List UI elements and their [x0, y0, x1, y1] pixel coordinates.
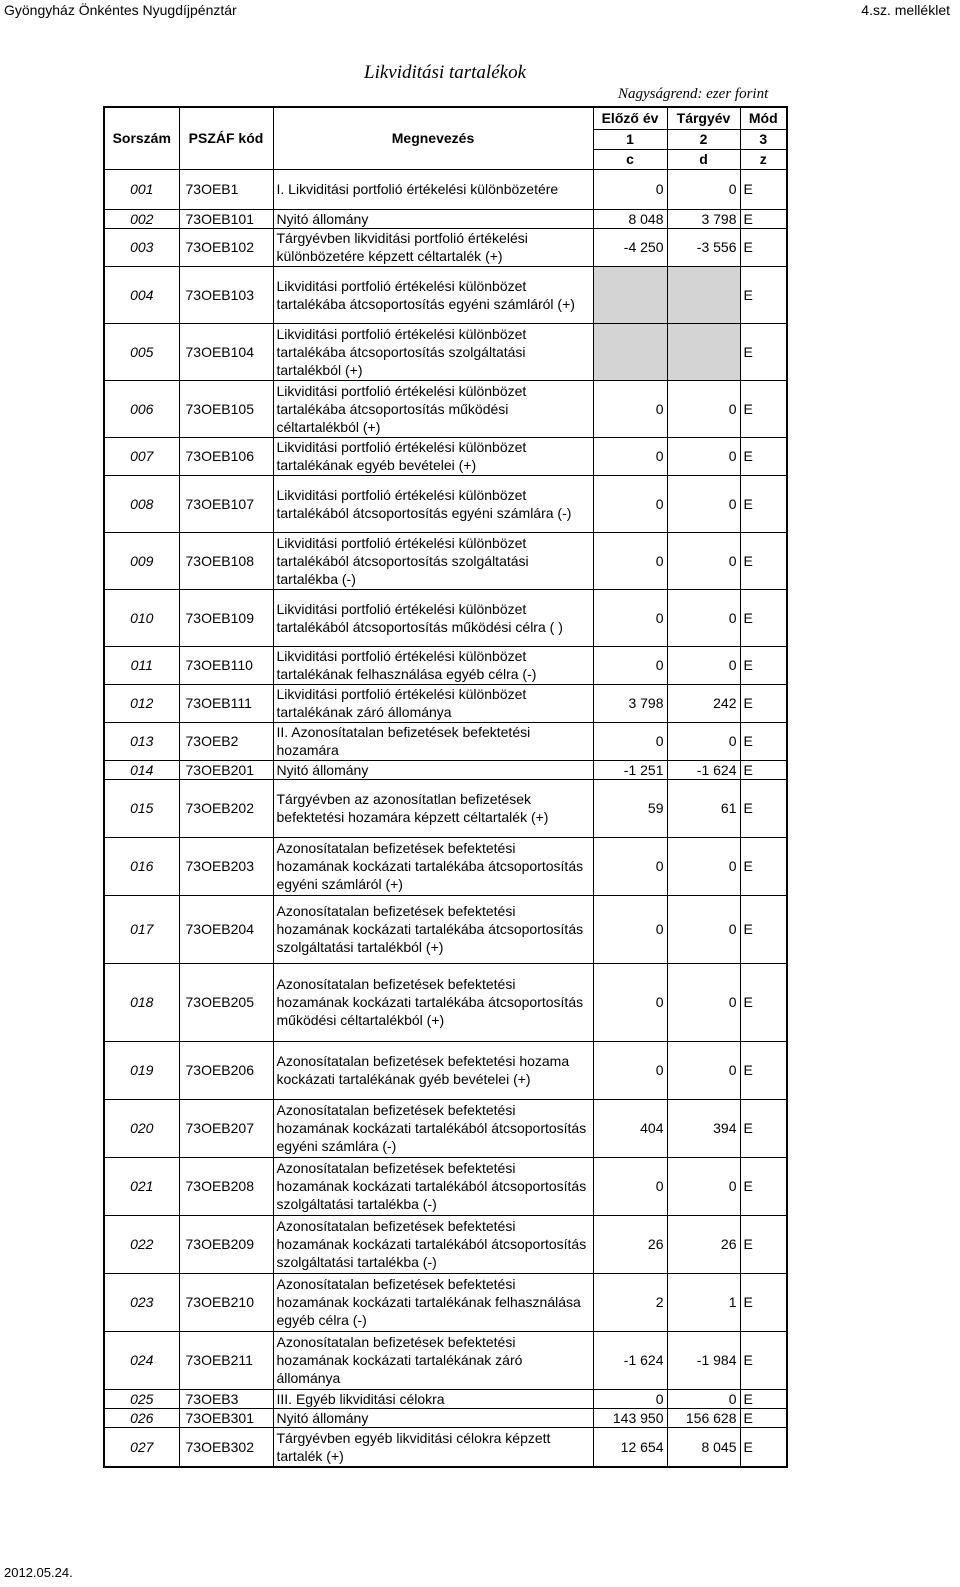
row-description: Azonosítatalan befizetések befektetési hozamának kockázati tartalékának felhasználása egyéb célra (-)	[273, 1273, 593, 1331]
row-description: Azonosítatalan befizetések befektetési hozamának kockázati tartalékába átcsoportosítás működési céltartalékból (+)	[273, 963, 593, 1041]
table-row	[104, 323, 787, 380]
row-description: Tárgyévben az azonosítatlan befizetések befektetési hozamára képzett céltartalék (+)	[273, 779, 593, 837]
mode-value: E	[740, 779, 787, 837]
pszaf-code: 73OEB205	[179, 963, 273, 1041]
current-year-value: 1	[667, 1273, 740, 1331]
mode-value: E	[740, 1099, 787, 1157]
row-description: Likviditási portfolió értékelési különbözet tartalékába átcsoportosítás szolgáltatási tartalékból (+)	[273, 323, 593, 380]
previous-year-value: -1 624	[593, 1331, 667, 1389]
previous-year-value: 59	[593, 779, 667, 837]
current-year-value: 0	[667, 646, 740, 684]
header-pszaf-kod: PSZÁF kód	[179, 107, 273, 169]
header-targyev: Tárgyév	[667, 107, 740, 129]
pszaf-code: 73OEB211	[179, 1331, 273, 1389]
pszaf-code: 73OEB1	[179, 169, 273, 209]
mode-value: E	[740, 1273, 787, 1331]
table-row	[104, 1099, 787, 1157]
mode-value: E	[740, 646, 787, 684]
table-row	[104, 1427, 787, 1467]
current-year-value: 3 798	[667, 209, 740, 228]
row-number: 013	[104, 722, 179, 760]
previous-year-value: 0	[593, 1389, 667, 1408]
header-letter-d: d	[667, 149, 740, 169]
table-row	[104, 437, 787, 475]
current-year-value	[667, 323, 740, 380]
table-row	[104, 475, 787, 532]
pszaf-code: 73OEB208	[179, 1157, 273, 1215]
previous-year-value: 0	[593, 380, 667, 437]
pszaf-code: 73OEB111	[179, 684, 273, 722]
mode-value: E	[740, 532, 787, 589]
row-number: 001	[104, 169, 179, 209]
pszaf-code: 73OEB202	[179, 779, 273, 837]
table-row	[104, 228, 787, 266]
mode-value: E	[740, 228, 787, 266]
row-description: Nyitó állomány	[273, 1408, 593, 1427]
mode-value: E	[740, 1408, 787, 1427]
mode-value: E	[740, 475, 787, 532]
previous-year-value: 0	[593, 1041, 667, 1099]
header-mod: Mód	[740, 107, 787, 129]
current-year-value: 0	[667, 475, 740, 532]
pszaf-code: 73OEB203	[179, 837, 273, 895]
fund-name: Gyöngyház Önkéntes Nyugdíjpénztár	[4, 2, 237, 18]
current-year-value: 156 628	[667, 1408, 740, 1427]
mode-value: E	[740, 760, 787, 779]
table-row	[104, 722, 787, 760]
row-description: Likviditási portfolió értékelési különbözet tartalékából átcsoportosítás szolgáltatási tartalékba (-)	[273, 532, 593, 589]
table-row	[104, 760, 787, 779]
row-description: Likviditási portfolió értékelési különbözet tartalékába átcsoportosítás működési céltartalékból (+)	[273, 380, 593, 437]
row-number: 010	[104, 589, 179, 646]
pszaf-code: 73OEB206	[179, 1041, 273, 1099]
table-row	[104, 209, 787, 228]
header-megnevezes: Megnevezés	[273, 107, 593, 169]
table-row	[104, 380, 787, 437]
row-description: Nyitó állomány	[273, 760, 593, 779]
row-number: 017	[104, 895, 179, 963]
table-row	[104, 169, 787, 209]
unit-note: Nagyságrend: ezer forint	[618, 86, 769, 102]
mode-value: E	[740, 380, 787, 437]
previous-year-value: 0	[593, 437, 667, 475]
pszaf-code: 73OEB2	[179, 722, 273, 760]
previous-year-value: 0	[593, 1157, 667, 1215]
row-description: Azonosítatalan befizetések befektetési hozamának kockázati tartalékából átcsoportosítás egyéni számlára (-)	[273, 1099, 593, 1157]
header-letter-z: z	[740, 149, 787, 169]
pszaf-code: 73OEB101	[179, 209, 273, 228]
row-description: Likviditási portfolió értékelési különbözet tartalékából átcsoportosítás működési célra ( )	[273, 589, 593, 646]
current-year-value: 0	[667, 589, 740, 646]
current-year-value: 242	[667, 684, 740, 722]
current-year-value: 0	[667, 380, 740, 437]
table-row	[104, 589, 787, 646]
mode-value: E	[740, 837, 787, 895]
row-description: I. Likviditási portfolió értékelési különbözetére	[273, 169, 593, 209]
mode-value: E	[740, 684, 787, 722]
pszaf-code: 73OEB108	[179, 532, 273, 589]
previous-year-value	[593, 266, 667, 323]
previous-year-value: 0	[593, 837, 667, 895]
pszaf-code: 73OEB107	[179, 475, 273, 532]
row-description: Azonosítatalan befizetések befektetési hozamának kockázati tartalékából átcsoportosítás szolgáltatási tartalékba (-)	[273, 1157, 593, 1215]
mode-value: E	[740, 589, 787, 646]
mode-value: E	[740, 1389, 787, 1408]
current-year-value: 0	[667, 1041, 740, 1099]
table-row	[104, 684, 787, 722]
table-body	[104, 169, 787, 1467]
pszaf-code: 73OEB3	[179, 1389, 273, 1408]
header-sorszam: Sorszám	[104, 107, 179, 169]
mode-value: E	[740, 722, 787, 760]
row-number: 027	[104, 1427, 179, 1467]
row-number: 021	[104, 1157, 179, 1215]
row-number: 008	[104, 475, 179, 532]
current-year-value: 61	[667, 779, 740, 837]
pszaf-code: 73OEB102	[179, 228, 273, 266]
current-year-value: -1 624	[667, 760, 740, 779]
row-number: 019	[104, 1041, 179, 1099]
page-title: Likviditási tartalékok	[364, 62, 527, 83]
row-number: 026	[104, 1408, 179, 1427]
row-number: 015	[104, 779, 179, 837]
row-description: II. Azonosítatalan befizetések befektetési hozamára	[273, 722, 593, 760]
mode-value: E	[740, 895, 787, 963]
row-number: 016	[104, 837, 179, 895]
mode-value: E	[740, 1427, 787, 1467]
header-letter-c: c	[593, 149, 667, 169]
row-description: III. Egyéb likviditási célokra	[273, 1389, 593, 1408]
row-number: 023	[104, 1273, 179, 1331]
previous-year-value: -4 250	[593, 228, 667, 266]
table-row	[104, 1157, 787, 1215]
pszaf-code: 73OEB302	[179, 1427, 273, 1467]
row-number: 011	[104, 646, 179, 684]
mode-value: E	[740, 1331, 787, 1389]
table-row	[104, 1215, 787, 1273]
footer-date: 2012.05.24.	[4, 1565, 73, 1580]
row-number: 020	[104, 1099, 179, 1157]
row-description: Tárgyévben egyéb likviditási célokra képzett tartalék (+)	[273, 1427, 593, 1467]
mode-value: E	[740, 209, 787, 228]
table-row	[104, 895, 787, 963]
row-description: Azonosítatalan befizetések befektetési hozamának kockázati tartalékának záró állománya	[273, 1331, 593, 1389]
mode-value: E	[740, 266, 787, 323]
row-number: 025	[104, 1389, 179, 1408]
previous-year-value	[593, 323, 667, 380]
previous-year-value: 0	[593, 532, 667, 589]
row-number: 024	[104, 1331, 179, 1389]
current-year-value: 0	[667, 169, 740, 209]
table-row	[104, 1273, 787, 1331]
pszaf-code: 73OEB106	[179, 437, 273, 475]
row-description: Azonosítatalan befizetések befektetési hozamának kockázati tartalékába átcsoportosítás egyéni számláról (+)	[273, 837, 593, 895]
header-num-2: 2	[667, 129, 740, 149]
pszaf-code: 73OEB204	[179, 895, 273, 963]
previous-year-value: 0	[593, 722, 667, 760]
mode-value: E	[740, 169, 787, 209]
mode-value: E	[740, 323, 787, 380]
row-number: 018	[104, 963, 179, 1041]
pszaf-code: 73OEB110	[179, 646, 273, 684]
current-year-value: 0	[667, 437, 740, 475]
previous-year-value: 0	[593, 169, 667, 209]
previous-year-value: 143 950	[593, 1408, 667, 1427]
table-row	[104, 779, 787, 837]
current-year-value: 0	[667, 963, 740, 1041]
pszaf-code: 73OEB210	[179, 1273, 273, 1331]
current-year-value: 0	[667, 1389, 740, 1408]
row-number: 002	[104, 209, 179, 228]
current-year-value: 0	[667, 722, 740, 760]
pszaf-code: 73OEB301	[179, 1408, 273, 1427]
previous-year-value: 0	[593, 475, 667, 532]
row-number: 005	[104, 323, 179, 380]
row-number: 014	[104, 760, 179, 779]
row-number: 006	[104, 380, 179, 437]
liquidity-reserves-table	[103, 106, 788, 1468]
previous-year-value: 12 654	[593, 1427, 667, 1467]
table-row	[104, 837, 787, 895]
previous-year-value: -1 251	[593, 760, 667, 779]
row-number: 004	[104, 266, 179, 323]
pszaf-code: 73OEB105	[179, 380, 273, 437]
pszaf-code: 73OEB109	[179, 589, 273, 646]
mode-value: E	[740, 437, 787, 475]
mode-value: E	[740, 1215, 787, 1273]
current-year-value: 0	[667, 895, 740, 963]
header-elozo-ev: Előző év	[593, 107, 667, 129]
current-year-value: 0	[667, 1157, 740, 1215]
pszaf-code: 73OEB103	[179, 266, 273, 323]
row-description: Likviditási portfolió értékelési különbözet tartalékából átcsoportosítás egyéni számlára (-)	[273, 475, 593, 532]
previous-year-value: 8 048	[593, 209, 667, 228]
row-description: Likviditási portfolió értékelési különbözet tartalékának egyéb bevételei (+)	[273, 437, 593, 475]
table-row	[104, 1389, 787, 1408]
row-description: Nyitó állomány	[273, 209, 593, 228]
previous-year-value: 0	[593, 646, 667, 684]
table-row	[104, 266, 787, 323]
current-year-value: 8 045	[667, 1427, 740, 1467]
table-row	[104, 1041, 787, 1099]
current-year-value: 0	[667, 532, 740, 589]
row-description: Azonosítatalan befizetések befektetési hozama kockázati tartalékának gyéb bevételei (+)	[273, 1041, 593, 1099]
table-row	[104, 1331, 787, 1389]
row-description: Azonosítatalan befizetések befektetési hozamának kockázati tartalékából átcsoportosítás szolgáltatási tartalékba (-)	[273, 1215, 593, 1273]
previous-year-value: 3 798	[593, 684, 667, 722]
row-number: 003	[104, 228, 179, 266]
current-year-value: -1 984	[667, 1331, 740, 1389]
current-year-value: 0	[667, 837, 740, 895]
row-number: 022	[104, 1215, 179, 1273]
row-description: Azonosítatalan befizetések befektetési hozamának kockázati tartalékába átcsoportosítás szolgáltatási tartalékból (+)	[273, 895, 593, 963]
table-row	[104, 963, 787, 1041]
pszaf-code: 73OEB201	[179, 760, 273, 779]
row-number: 009	[104, 532, 179, 589]
pszaf-code: 73OEB207	[179, 1099, 273, 1157]
previous-year-value: 2	[593, 1273, 667, 1331]
attachment-label: 4.sz. melléklet	[861, 2, 950, 18]
header-num-1: 1	[593, 129, 667, 149]
previous-year-value: 0	[593, 963, 667, 1041]
row-number: 007	[104, 437, 179, 475]
row-description: Likviditási portfolió értékelési különbözet tartalékának záró állománya	[273, 684, 593, 722]
mode-value: E	[740, 1157, 787, 1215]
table-row	[104, 532, 787, 589]
row-description: Likviditási portfolió értékelési különbözet tartalékának felhasználása egyéb célra (-)	[273, 646, 593, 684]
mode-value: E	[740, 1041, 787, 1099]
row-description: Likviditási portfolió értékelési különbözet tartalékába átcsoportosítás egyéni számláról (+)	[273, 266, 593, 323]
mode-value: E	[740, 963, 787, 1041]
previous-year-value: 0	[593, 589, 667, 646]
current-year-value: 26	[667, 1215, 740, 1273]
current-year-value: 394	[667, 1099, 740, 1157]
row-number: 012	[104, 684, 179, 722]
row-description: Tárgyévben likviditási portfolió értékelési különbözetére képzett céltartalék (+)	[273, 228, 593, 266]
table-row	[104, 646, 787, 684]
previous-year-value: 404	[593, 1099, 667, 1157]
previous-year-value: 26	[593, 1215, 667, 1273]
current-year-value	[667, 266, 740, 323]
header-num-3: 3	[740, 129, 787, 149]
pszaf-code: 73OEB209	[179, 1215, 273, 1273]
previous-year-value: 0	[593, 895, 667, 963]
current-year-value: -3 556	[667, 228, 740, 266]
pszaf-code: 73OEB104	[179, 323, 273, 380]
table-row	[104, 1408, 787, 1427]
